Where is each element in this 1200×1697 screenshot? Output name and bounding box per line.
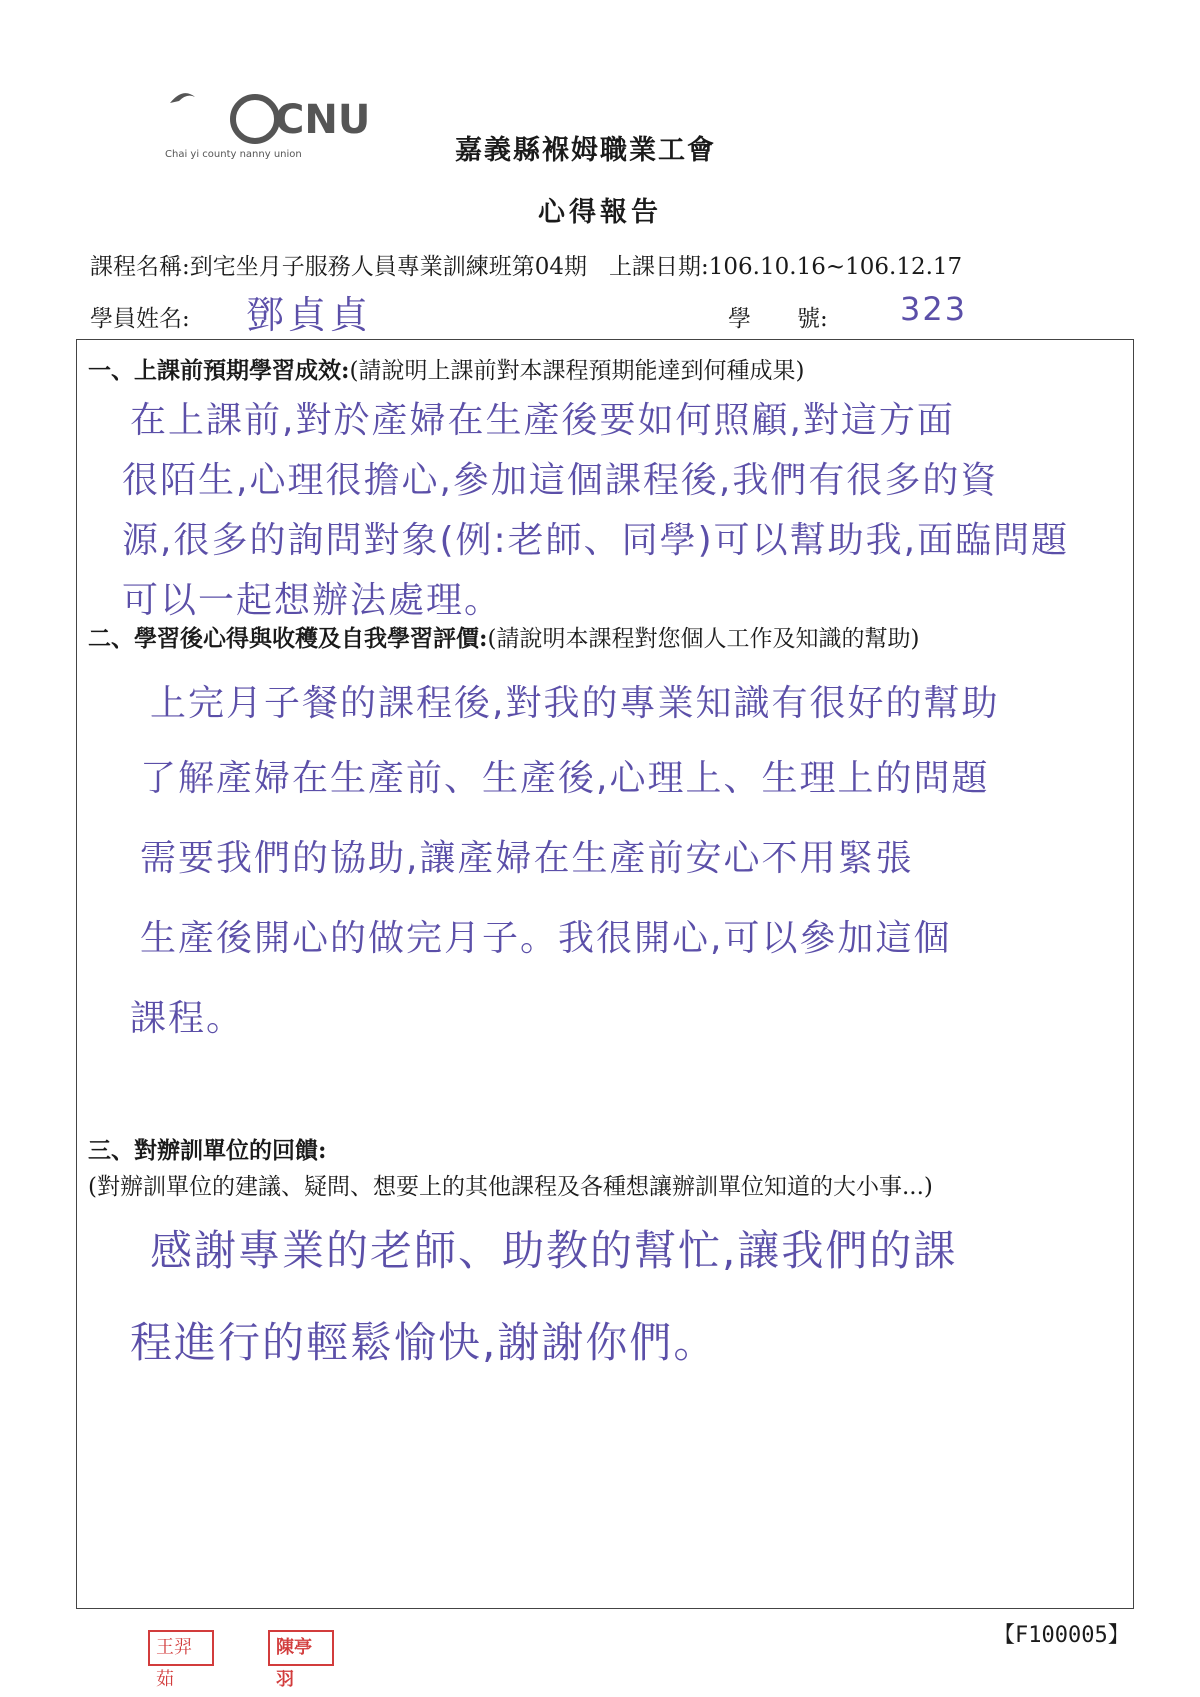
section-1-line: 在上課前,對於產婦在生產後要如何照顧,對這方面 bbox=[130, 400, 955, 441]
section-2-line: 上完月子餐的課程後,對我的專業知識有很好的幫助 bbox=[150, 683, 1000, 724]
section-1-line: 可以一起想辦法處理。 bbox=[122, 580, 503, 621]
course-date-value: 106.10.16~106.12.17 bbox=[708, 254, 963, 280]
student-id-label: 學 號: bbox=[728, 306, 828, 332]
section-2-line: 生產後開心的做完月子。我很開心,可以參加這個 bbox=[140, 918, 952, 959]
logo-text: CNU bbox=[275, 97, 371, 143]
section-3-line: 感謝專業的老師、助教的幫忙,讓我們的課 bbox=[150, 1226, 958, 1275]
logo-subtitle: Chai yi county nanny union bbox=[165, 149, 302, 160]
student-name-value: 鄧貞貞 bbox=[246, 293, 373, 337]
section-2-heading bbox=[88, 620, 919, 653]
student-id-value: 323 bbox=[900, 290, 968, 328]
section-1-line: 很陌生,心理很擔心,參加這個課程後,我們有很多的資 bbox=[122, 460, 999, 501]
section-1-line: 源,很多的詢問對象(例:老師、同學)可以幫助我,面臨問題 bbox=[122, 520, 1070, 561]
section-2-hint: (請說明本課程對您個人工作及知識的幫助) bbox=[487, 626, 920, 652]
document-title: 心得報告 bbox=[538, 197, 662, 228]
organization-name: 嘉義縣褓姆職業工會 bbox=[455, 135, 716, 166]
section-3-line: 程進行的輕鬆愉快,謝謝你們。 bbox=[130, 1318, 718, 1367]
section-1-title: 一、上課前預期學習成效: bbox=[88, 357, 350, 384]
course-name-label: 課程名稱: bbox=[90, 254, 190, 280]
section-1-hint: (請說明上課前對本課程預期能達到何種成果) bbox=[349, 358, 805, 384]
section-2-title: 二、學習後心得與收穫及自我學習評價: bbox=[88, 625, 488, 652]
section-3-heading bbox=[88, 1132, 327, 1165]
reviewer-stamp: 王羿茹 bbox=[148, 1630, 214, 1666]
union-logo bbox=[165, 85, 455, 165]
section-2-line: 了解產婦在生產前、生產後,心理上、生理上的問題 bbox=[140, 758, 990, 799]
section-1-heading bbox=[88, 352, 804, 385]
student-name-label: 學員姓名: bbox=[90, 306, 190, 332]
course-info-line bbox=[90, 248, 962, 281]
form-code: 【F100005】 bbox=[993, 1623, 1130, 1648]
course-name-value: 到宅坐月子服務人員專業訓練班第04期 bbox=[189, 254, 588, 280]
section-2-line: 課程。 bbox=[130, 998, 245, 1039]
section-2-line: 需要我們的協助,讓產婦在生產前安心不用緊張 bbox=[140, 838, 914, 879]
course-date-label: 上課日期: bbox=[609, 254, 709, 280]
section-3-title: 三、對辦訓單位的回饋: bbox=[88, 1137, 327, 1164]
reviewer-stamp: 陳亭羽 bbox=[268, 1630, 334, 1666]
section-3-hint: (對辦訓單位的建議、疑問、想要上的其他課程及各種想讓辦訓單位知道的大小事...) bbox=[88, 1174, 933, 1200]
